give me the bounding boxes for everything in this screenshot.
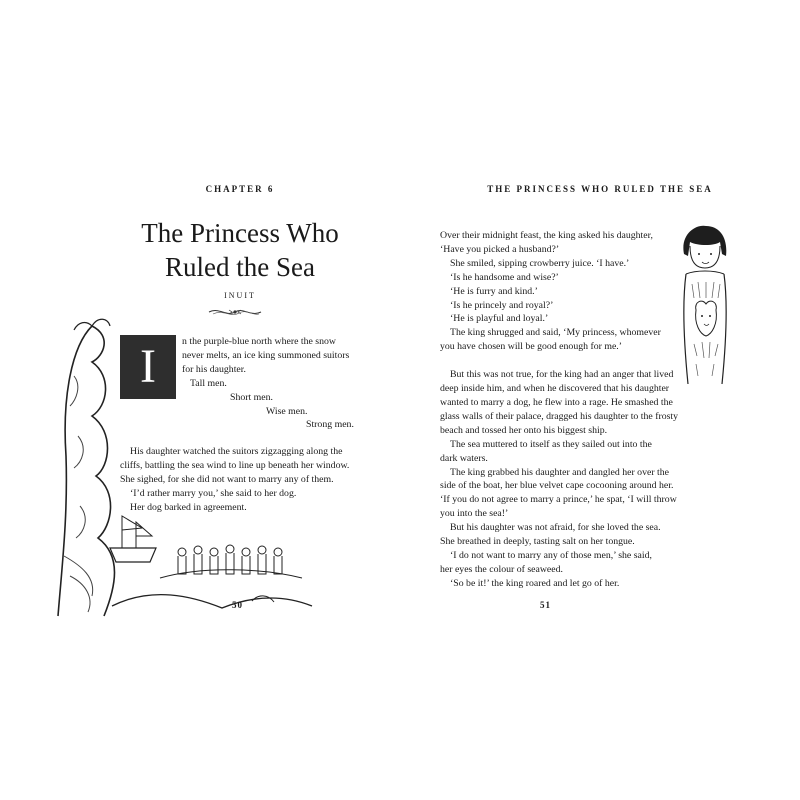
story-origin: INUIT [224, 291, 256, 300]
title-line-1: The Princess Who [141, 218, 339, 248]
princess-and-dog-illustration-icon [676, 224, 732, 390]
title-line-2: Ruled the Sea [165, 252, 315, 282]
text-line: never melts, an ice king summoned suitors [182, 349, 350, 361]
text-line: beach and tossed her onto his biggest ship. [440, 424, 608, 436]
text-line: Her dog barked in agreement. [130, 501, 247, 513]
stair-line: Tall men. [190, 377, 227, 389]
text-line: her eyes the colour of seaweed. [440, 563, 563, 575]
text-line: ‘I do not want to marry any of those men,’ she said, [450, 549, 652, 561]
stair-line: Strong men. [306, 419, 354, 431]
text-line: ‘If you do not agree to marry a prince,’ he spat, ‘I will throw [440, 494, 677, 506]
right-body-text [440, 229, 685, 591]
text-line: ‘Is he princely and royal?’ [450, 299, 554, 311]
stair-line: Short men. [230, 391, 273, 403]
text-line: The king grabbed his daughter and dangled her over the [450, 466, 669, 478]
text-line: ‘Have you picked a husband?’ [440, 243, 560, 255]
text-line: dark waters. [440, 452, 488, 464]
text-line: cliffs, battling the sea wind to line up beneath her window. [120, 460, 350, 472]
text-line: His daughter watched the suitors zigzagging along the [130, 446, 343, 458]
text-line: for his daughter. [182, 363, 246, 375]
text-line: you have chosen will be good enough for me.’ [440, 341, 623, 353]
text-line: The sea muttered to itself as they sailed out into the [450, 438, 652, 450]
stair-line: Wise men. [266, 405, 308, 417]
wave-illustration-icon [52, 316, 352, 622]
text-line: ‘So be it!’ the king roared and let go of her. [450, 577, 620, 589]
text-line: ‘I’d rather marry you,’ she said to her dog. [130, 488, 297, 500]
text-line: side of the boat, her blue velvet cape cocooning around her. [440, 480, 674, 492]
text-line: wanted to marry a dog, he flew into a rage. He smashed the [440, 396, 673, 408]
text-line: glass walls of their palace, dragged his daughter to the frosty [440, 410, 679, 422]
text-line: n the purple-blue north where the snow [182, 336, 336, 347]
chapter-label: CHAPTER 6 [205, 184, 275, 194]
text-line: ‘Is he handsome and wise?’ [450, 271, 559, 283]
page-number: 51 [540, 600, 551, 610]
text-line: But this was not true, for the king had an anger that lived [450, 369, 674, 381]
right-page [400, 0, 800, 800]
text-line: ‘He is furry and kind.’ [450, 285, 538, 297]
text-line: you into the sea!’ [440, 508, 509, 520]
text-line: ‘He is playful and loyal.’ [450, 313, 549, 325]
running-head: THE PRINCESS WHO RULED THE SEA [487, 184, 713, 194]
text-line: The king shrugged and said, ‘My princess, whomever [450, 327, 661, 339]
chapter-title [120, 216, 360, 284]
drop-cap: I [120, 335, 176, 399]
text-line: But his daughter was not afraid, for she loved the sea. [450, 522, 661, 534]
text-line: deep inside him, and when he discovered that his daughter [440, 383, 670, 395]
text-line: She breathed in deeply, tasting salt on her tongue. [440, 536, 635, 548]
text-line: Over their midnight feast, the king asked his daughter, [440, 230, 653, 241]
page-number: 50 [232, 600, 243, 610]
text-line: She smiled, sipping crowberry juice. ‘I have.’ [450, 257, 630, 269]
text-line: She sighed, for she did not want to marry any of them. [120, 474, 334, 486]
